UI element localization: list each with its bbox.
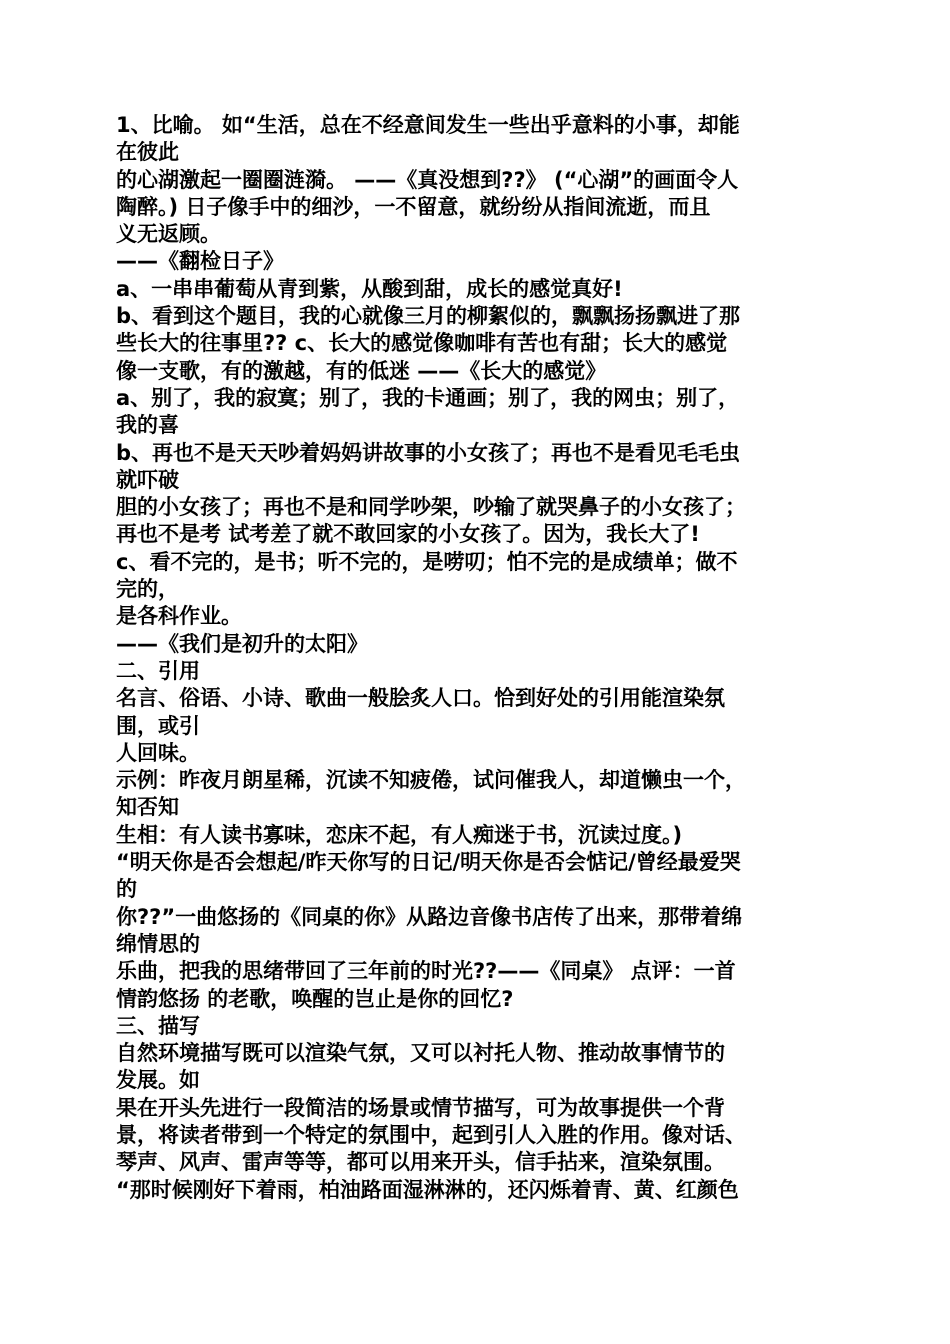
text-line: 示例：昨夜月朗星稀，沉读不知疲倦，试问催我人，却道懒虫一个， [116,768,746,793]
text-line: 在彼此 [116,140,179,165]
text-line: 你??”一曲悠扬的《同桌的你》从路边音像书店传了出来，那带着绵 [116,904,743,929]
text-line: 知否知 [116,795,179,820]
section-heading: 二、引用 [116,658,200,683]
text-line: a、一串串葡萄从青到紫，从酸到甜，成长的感觉真好! [116,276,623,301]
text-line: “明天你是否会想起/昨天你写的日记/明天你是否会惦记/曾经最爱哭 [116,850,741,875]
text-line: 些长大的往事里?? c、长大的感觉像咖啡有苦也有甜；长大的感觉 [116,331,728,356]
text-line: 的心湖激起一圈圈涟漪。 ——《真没想到??》 (“心湖”的画面令人 [116,167,739,192]
text-line: 就吓破 [116,467,179,492]
text-line: ——《我们是初升的太阳》 [116,631,368,656]
text-line: 义无返顾。 [116,222,221,247]
text-line: a、别了，我的寂寞；别了，我的卡通画；别了，我的网虫；别了， [116,385,740,410]
text-line: b、再也不是天天吵着妈妈讲故事的小女孩了；再也不是看见毛毛虫 [116,440,741,465]
text-line: ——《翻检日子》 [116,249,284,274]
text-line: “那时候刚好下着雨，柏油路面湿淋淋的，还闪烁着青、黄、红颜色 [116,1177,739,1202]
text-line: 自然环境描写既可以渲染气氛，又可以衬托人物、推动故事情节的 [116,1041,725,1066]
text-line: 名言、俗语、小诗、歌曲一般脍炙人口。恰到好处的引用能渲染氛 [116,686,725,711]
text-line: 完的， [116,577,179,602]
text-line: 是各科作业。 [116,604,242,629]
text-line: 1、比喻。 如“生活，总在不经意间发生一些出乎意料的小事，却能 [116,113,740,137]
section-heading: 三、描写 [116,1013,200,1038]
text-line: 我的喜 [116,413,179,438]
text-line: 再也不是考 试考差了就不敢回家的小女孩了。因为，我长大了! [116,522,700,547]
text-line: 琴声、风声、雷声等等，都可以用来开头，信手拈来，渲染氛围。 [116,1150,725,1175]
text-line: c、看不完的，是书；听不完的，是唠叨；怕不完的是成绩单；做不 [116,549,738,574]
text-line: 陶醉。) 日子像手中的细沙，一不留意，就纷纷从指间流逝，而且 [116,194,711,219]
text-line: 绵情思的 [116,931,200,956]
text-line: 乐曲，把我的思绪带回了三年前的时光??——《同桌》 点评：一首 [116,959,736,984]
text-line: 人回味。 [116,740,200,765]
text-line: 生相：有人读书寡味，恋床不起，有人痴迷于书，沉读过度。) [116,822,683,847]
document-body [116,112,832,1204]
text-line: 果在开头先进行一段简洁的场景或情节描写，可为故事提供一个背 [116,1095,725,1120]
text-line: 胆的小女孩了；再也不是和同学吵架，吵输了就哭鼻子的小女孩了； [116,495,746,520]
text-line: b、看到这个题目，我的心就像三月的柳絮似的，飘飘扬扬飘进了那 [116,304,741,329]
text-line: 情韵悠扬 的老歌，唤醒的岂止是你的回忆? [116,986,514,1011]
text-line: 像一支歌，有的激越，有的低迷 ——《长大的感觉》 [116,358,607,383]
text-line: 的 [116,877,137,902]
text-line: 发展。如 [116,1068,200,1093]
text-line: 景，将读者带到一个特定的氛围中，起到引人入胜的作用。像对话、 [116,1122,746,1147]
text-line: 围，或引 [116,713,200,738]
